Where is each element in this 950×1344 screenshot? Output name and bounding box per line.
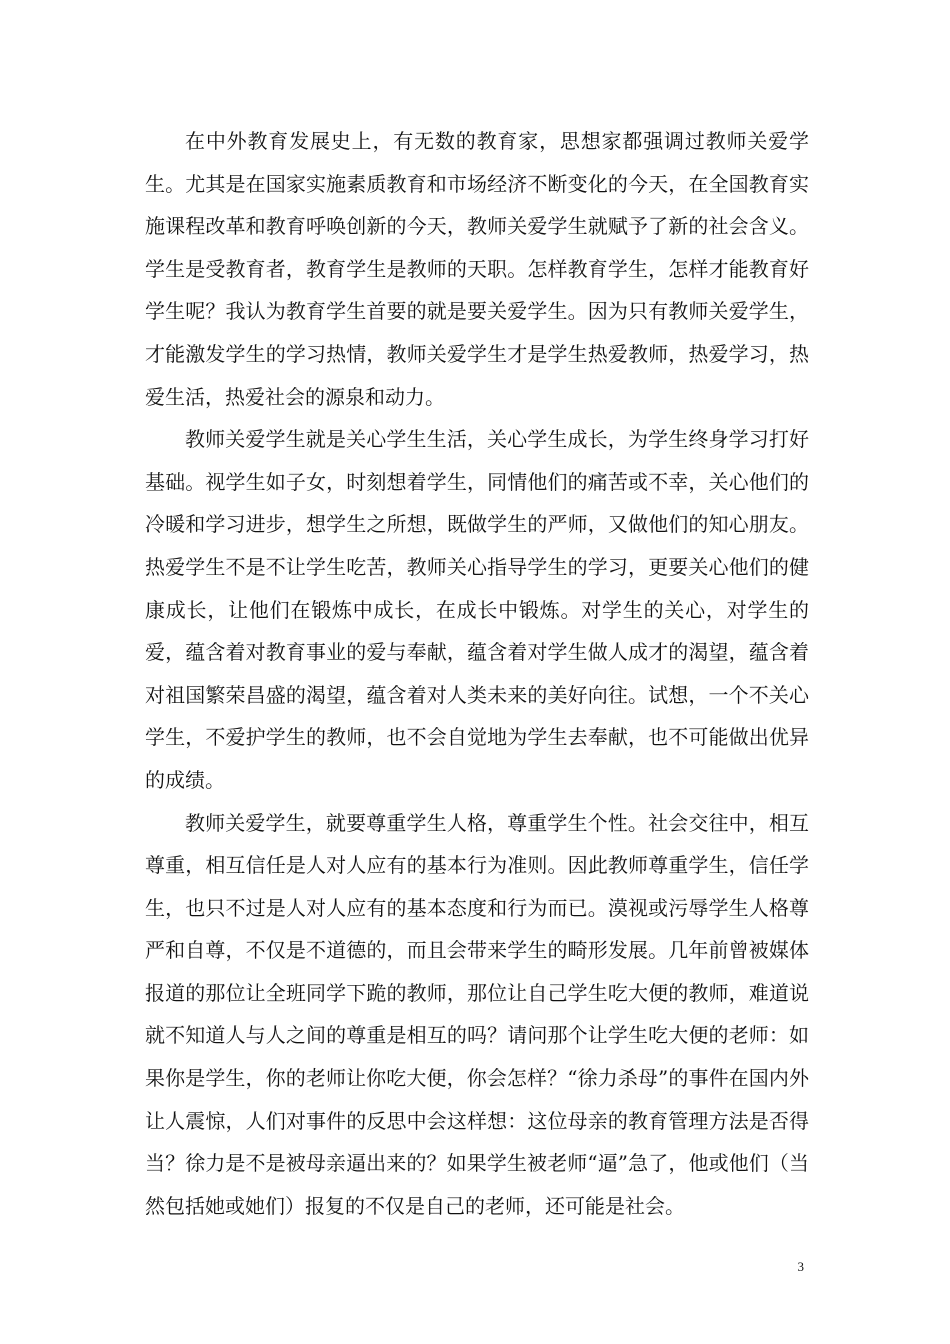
paragraph-3: 教师关爱学生，就要尊重学生人格，尊重学生个性。社会交往中，相互尊重，相互信任是人对人应有的基本行为准则。因此教师尊重学生，信任学生，也只不过是人对人应有的基本态度和行为而已。漠视或污辱学生人格尊严和自尊，不仅是不道德的，而且会带来学生的畸形发展。几年前曾被媒体报道的那位让全班同学下跪的教师，那位让自己学生吃大便的教师，难道说就不知道人与人之间的尊重是相互的吗？请问那个让学生吃大便的老师：如果你是学生，你的老师让你吃大便，你会怎样？“徐力杀母”的事件在国内外让人震惊，人们对事件的反思中会这样想：这位母亲的教育管理方法是否得当？徐力是不是被母亲逼出来的？如果学生被老师“逼”急了，他或他们（当然包括她或她们）报复的不仅是自己的老师，还可能是社会。: [145, 810, 809, 1218]
paragraph-1: 在中外教育发展史上，有无数的教育家，思想家都强调过教师关爱学生。尤其是在国家实施素质教育和市场经济不断变化的今天，在全国教育实施课程改革和教育呼唤创新的今天，教师关爱学生就赋予了新的社会含义。学生是受教育者，教育学生是教师的天职。怎样教育学生，怎样才能教育好学生呢？我认为教育学生首要的就是要关爱学生。因为只有教师关爱学生，才能激发学生的学习热情，教师关爱学生才是学生热爱教师，热爱学习，热爱生活，热爱社会的源泉和动力。: [145, 129, 809, 409]
body-text: [145, 120, 809, 1227]
page-number: 3: [797, 1259, 804, 1274]
paragraph-2: 教师关爱学生就是关心学生生活，关心学生成长，为学生终身学习打好基础。视学生如子女，时刻想着学生，同情他们的痛苦或不幸，关心他们的冷暖和学习进步，想学生之所想，既做学生的严师，又做他们的知心朋友。热爱学生不是不让学生吃苦，教师关心指导学生的学习，更要关心他们的健康成长，让他们在锻炼中成长，在成长中锻炼。对学生的关心，对学生的爱，蕴含着对教育事业的爱与奉献，蕴含着对学生做人成才的渴望，蕴含着对祖国繁荣昌盛的渴望，蕴含着对人类未来的美好向往。试想，一个不关心学生，不爱护学生的教师，也不会自觉地为学生去奉献，也不可能做出优异的成绩。: [145, 427, 809, 792]
